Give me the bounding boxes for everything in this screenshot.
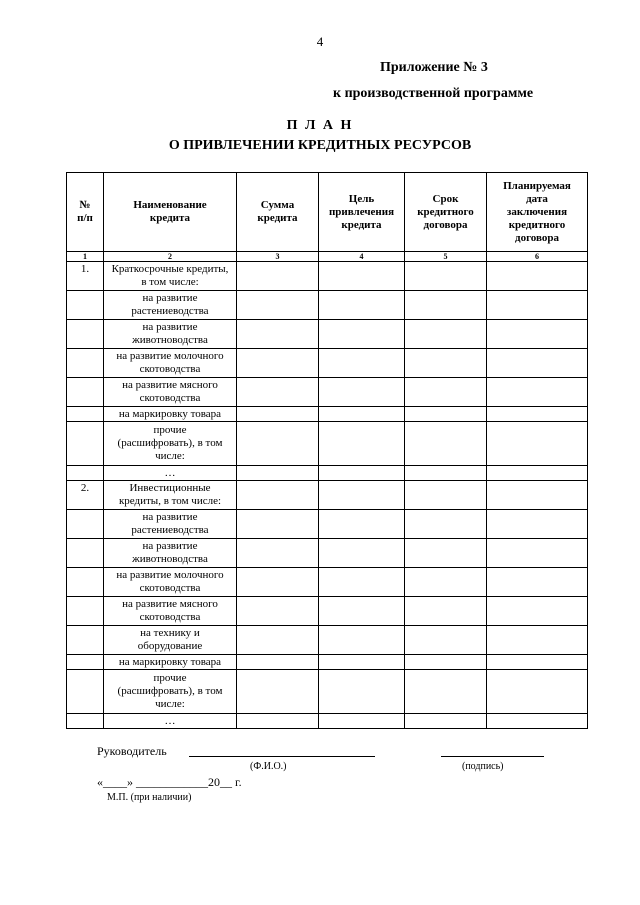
table-row bbox=[67, 422, 588, 466]
empty-value-cell bbox=[487, 291, 588, 320]
empty-value-cell bbox=[319, 349, 405, 378]
head-label: Руководитель bbox=[97, 744, 167, 758]
date-line: «____» ____________20__ г. bbox=[97, 775, 242, 789]
table-row bbox=[67, 714, 588, 729]
empty-value-cell bbox=[319, 597, 405, 626]
credit-name-cell: на маркировку товара bbox=[104, 655, 237, 670]
column-number-row bbox=[67, 252, 588, 262]
empty-value-cell bbox=[319, 262, 405, 291]
empty-value-cell bbox=[405, 626, 487, 655]
column-name-header: Наименование кредита bbox=[104, 173, 237, 252]
credit-name-cell: прочие (расшифровать), в том числе: bbox=[104, 422, 237, 466]
empty-value-cell bbox=[487, 510, 588, 539]
empty-value-cell bbox=[405, 568, 487, 597]
empty-value-cell bbox=[319, 466, 405, 481]
credit-name-cell: на развитие мясного скотоводства bbox=[104, 597, 237, 626]
credit-name-cell: на развитие животноводства bbox=[104, 539, 237, 568]
row-number-cell bbox=[67, 320, 104, 349]
table-row bbox=[67, 481, 588, 510]
column-number: 5 bbox=[405, 252, 487, 262]
table-row bbox=[67, 291, 588, 320]
empty-value-cell bbox=[405, 262, 487, 291]
empty-value-cell bbox=[319, 626, 405, 655]
table-row bbox=[67, 597, 588, 626]
empty-value-cell bbox=[237, 670, 319, 714]
credit-name-cell: Инвестиционные кредиты, в том числе: bbox=[104, 481, 237, 510]
table-row bbox=[67, 378, 588, 407]
empty-value-cell bbox=[487, 466, 588, 481]
signature-line bbox=[441, 756, 544, 757]
empty-value-cell bbox=[405, 670, 487, 714]
column-num-header: № п/п bbox=[67, 173, 104, 252]
empty-value-cell bbox=[319, 539, 405, 568]
empty-value-cell bbox=[319, 481, 405, 510]
row-number-cell bbox=[67, 378, 104, 407]
column-number: 3 bbox=[237, 252, 319, 262]
table-row bbox=[67, 407, 588, 422]
table-header-row bbox=[67, 173, 588, 252]
empty-value-cell bbox=[487, 349, 588, 378]
signature-caption: (подпись) bbox=[462, 761, 504, 772]
credit-name-cell: на развитие молочного скотоводства bbox=[104, 568, 237, 597]
empty-value-cell bbox=[487, 714, 588, 729]
table-row bbox=[67, 510, 588, 539]
column-number: 2 bbox=[104, 252, 237, 262]
credit-name-cell: … bbox=[104, 466, 237, 481]
table-row bbox=[67, 655, 588, 670]
empty-value-cell bbox=[405, 597, 487, 626]
column-term-header: Срок кредитного договора bbox=[405, 173, 487, 252]
column-purpose-header: Цель привлечения кредита bbox=[319, 173, 405, 252]
empty-value-cell bbox=[237, 466, 319, 481]
empty-value-cell bbox=[405, 320, 487, 349]
empty-value-cell bbox=[405, 422, 487, 466]
empty-value-cell bbox=[487, 626, 588, 655]
appendix-subtitle: к производственной программе bbox=[333, 86, 534, 101]
row-number-cell bbox=[67, 670, 104, 714]
plan-subtitle: О ПРИВЛЕЧЕНИИ КРЕДИТНЫХ РЕСУРСОВ bbox=[168, 138, 472, 153]
empty-value-cell bbox=[405, 655, 487, 670]
empty-value-cell bbox=[405, 349, 487, 378]
row-number-cell bbox=[67, 626, 104, 655]
empty-value-cell bbox=[319, 670, 405, 714]
empty-value-cell bbox=[319, 655, 405, 670]
empty-value-cell bbox=[487, 568, 588, 597]
credit-name-cell: на маркировку товара bbox=[104, 407, 237, 422]
empty-value-cell bbox=[319, 568, 405, 597]
table-row bbox=[67, 568, 588, 597]
stamp-caption: М.П. (при наличии) bbox=[107, 792, 192, 803]
empty-value-cell bbox=[237, 655, 319, 670]
empty-value-cell bbox=[405, 407, 487, 422]
table-row bbox=[67, 466, 588, 481]
empty-value-cell bbox=[319, 510, 405, 539]
row-number-cell bbox=[67, 466, 104, 481]
row-number-cell bbox=[67, 422, 104, 466]
empty-value-cell bbox=[237, 539, 319, 568]
row-number-cell bbox=[67, 539, 104, 568]
empty-value-cell bbox=[319, 422, 405, 466]
empty-value-cell bbox=[405, 291, 487, 320]
credit-name-cell: на развитие молочного скотоводства bbox=[104, 349, 237, 378]
empty-value-cell bbox=[319, 407, 405, 422]
credit-name-cell: на развитие растениеводства bbox=[104, 291, 237, 320]
page-number: 4 bbox=[316, 34, 324, 49]
credit-plan-table bbox=[66, 172, 588, 729]
empty-value-cell bbox=[237, 597, 319, 626]
column-number: 1 bbox=[67, 252, 104, 262]
row-number-cell bbox=[67, 655, 104, 670]
empty-value-cell bbox=[405, 714, 487, 729]
empty-value-cell bbox=[237, 378, 319, 407]
table-body bbox=[67, 262, 588, 729]
empty-value-cell bbox=[237, 407, 319, 422]
empty-value-cell bbox=[237, 262, 319, 291]
empty-value-cell bbox=[237, 481, 319, 510]
empty-value-cell bbox=[405, 539, 487, 568]
table-row bbox=[67, 349, 588, 378]
row-number-cell bbox=[67, 349, 104, 378]
empty-value-cell bbox=[487, 597, 588, 626]
credit-name-cell: на развитие животноводства bbox=[104, 320, 237, 349]
empty-value-cell bbox=[487, 422, 588, 466]
row-number-cell bbox=[67, 568, 104, 597]
fio-caption: (Ф.И.О.) bbox=[250, 761, 287, 772]
table-row bbox=[67, 626, 588, 655]
empty-value-cell bbox=[319, 714, 405, 729]
table-row bbox=[67, 539, 588, 568]
empty-value-cell bbox=[487, 262, 588, 291]
row-number-cell bbox=[67, 714, 104, 729]
empty-value-cell bbox=[237, 568, 319, 597]
empty-value-cell bbox=[405, 466, 487, 481]
empty-value-cell bbox=[487, 539, 588, 568]
empty-value-cell bbox=[405, 481, 487, 510]
empty-value-cell bbox=[487, 481, 588, 510]
credit-name-cell: на технику и оборудование bbox=[104, 626, 237, 655]
empty-value-cell bbox=[487, 407, 588, 422]
empty-value-cell bbox=[487, 320, 588, 349]
empty-value-cell bbox=[237, 291, 319, 320]
column-number: 4 bbox=[319, 252, 405, 262]
empty-value-cell bbox=[487, 378, 588, 407]
column-date-header: Планируемая дата заключения кредитного договора bbox=[487, 173, 588, 252]
empty-value-cell bbox=[237, 422, 319, 466]
row-number-cell bbox=[67, 597, 104, 626]
empty-value-cell bbox=[237, 626, 319, 655]
column-sum-header: Сумма кредита bbox=[237, 173, 319, 252]
plan-title: П Л А Н bbox=[286, 118, 354, 133]
empty-value-cell bbox=[319, 378, 405, 407]
fio-line bbox=[189, 756, 375, 757]
empty-value-cell bbox=[487, 670, 588, 714]
credit-name-cell: прочие (расшифровать), в том числе: bbox=[104, 670, 237, 714]
empty-value-cell bbox=[405, 378, 487, 407]
table-row bbox=[67, 670, 588, 714]
row-number-cell bbox=[67, 407, 104, 422]
row-number-cell: 1. bbox=[67, 262, 104, 291]
empty-value-cell bbox=[237, 320, 319, 349]
column-number: 6 bbox=[487, 252, 588, 262]
row-number-cell bbox=[67, 510, 104, 539]
credit-name-cell: Краткосрочные кредиты, в том числе: bbox=[104, 262, 237, 291]
empty-value-cell bbox=[319, 320, 405, 349]
table-row bbox=[67, 262, 588, 291]
credit-name-cell: … bbox=[104, 714, 237, 729]
row-number-cell bbox=[67, 291, 104, 320]
table-row bbox=[67, 320, 588, 349]
empty-value-cell bbox=[237, 349, 319, 378]
empty-value-cell bbox=[405, 510, 487, 539]
empty-value-cell bbox=[237, 510, 319, 539]
credit-name-cell: на развитие мясного скотоводства bbox=[104, 378, 237, 407]
credit-name-cell: на развитие растениеводства bbox=[104, 510, 237, 539]
empty-value-cell bbox=[487, 655, 588, 670]
empty-value-cell bbox=[319, 291, 405, 320]
empty-value-cell bbox=[237, 714, 319, 729]
appendix-title: Приложение № 3 bbox=[380, 60, 488, 75]
row-number-cell: 2. bbox=[67, 481, 104, 510]
